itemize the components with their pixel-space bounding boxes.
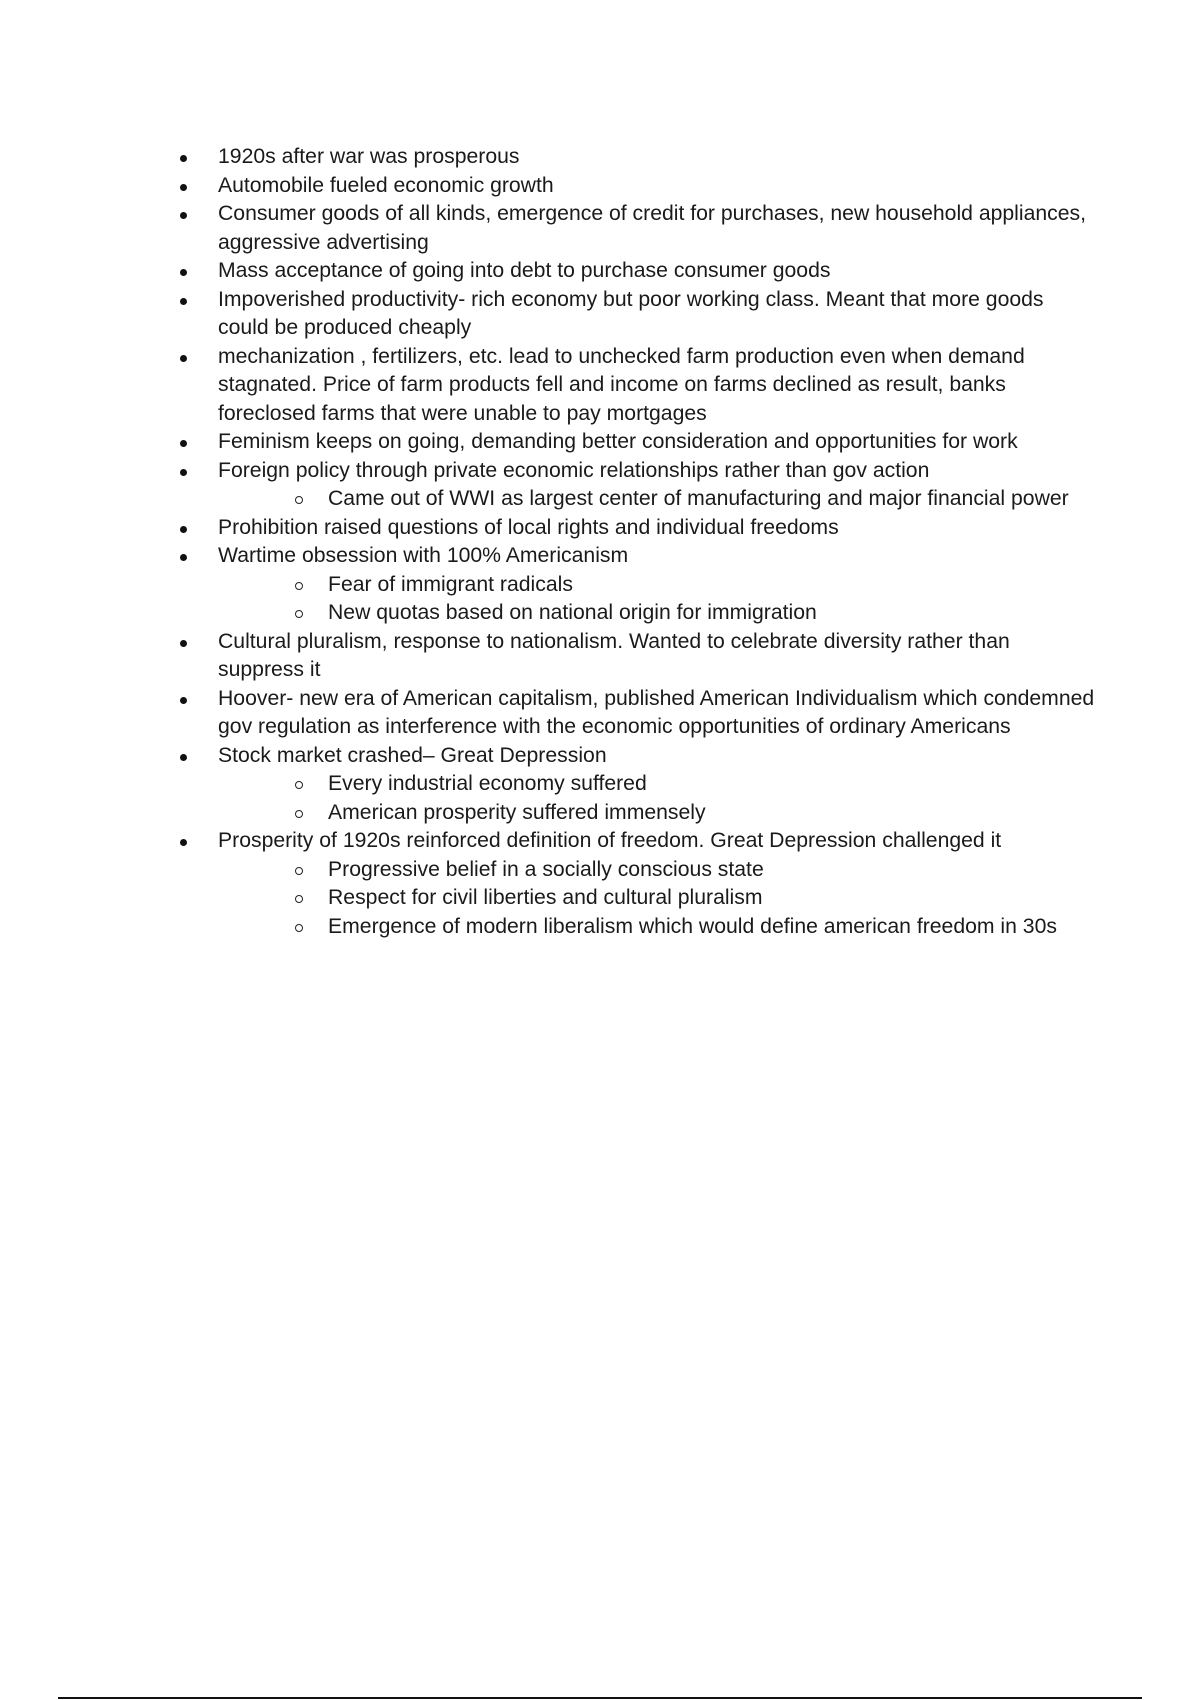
bullet-item	[180, 286, 1100, 343]
footer-rule	[58, 1697, 1142, 1699]
bullet-text: mechanization , fertilizers, etc. lead to unchecked farm production even when demand stagnated. Price of farm products fell and income on farms declined as result, banks foreclosed farms that were unable to pay mortgages	[218, 344, 1025, 425]
sub-bullet-text: Respect for civil liberties and cultural pluralism	[328, 886, 763, 909]
bullet-item	[180, 172, 1100, 201]
bullet-item	[180, 742, 1100, 828]
bullet-item	[180, 514, 1100, 543]
hollow-circle-bullet-icon	[295, 496, 303, 504]
bullet-item	[180, 628, 1100, 685]
sub-bullet-item	[218, 799, 1100, 828]
hollow-circle-bullet-icon	[295, 924, 303, 932]
bullet-dot-icon	[180, 355, 187, 362]
sub-bullet-text: Emergence of modern liberalism which would define american freedom in 30s	[328, 914, 1057, 938]
hollow-circle-bullet-icon	[295, 810, 303, 818]
hollow-circle-bullet-icon	[295, 895, 303, 903]
bullet-dot-icon	[180, 640, 187, 647]
hollow-circle-bullet-icon	[295, 582, 303, 590]
bullet-dot-icon	[180, 554, 187, 561]
bullet-dot-icon	[180, 212, 187, 219]
bullet-text: Prohibition raised questions of local rights and individual freedoms	[218, 515, 839, 539]
sub-bullet-text: Progressive belief in a socially conscious state	[328, 857, 764, 881]
bullet-item	[180, 143, 1100, 172]
sub-bullet-text: Every industrial economy suffered	[328, 772, 647, 795]
bullet-text: Consumer goods of all kinds, emergence of credit for purchases, new household appliances, aggressive advertising	[218, 202, 1087, 254]
bullet-dot-icon	[180, 839, 187, 846]
bullet-dot-icon	[180, 526, 187, 533]
sub-bullet-item	[218, 884, 1100, 913]
sub-bullet-list	[218, 571, 1100, 628]
bullet-dot-icon	[180, 697, 187, 704]
bullet-item	[180, 428, 1100, 457]
bullet-text: Mass acceptance of going into debt to purchase consumer goods	[218, 259, 831, 282]
bullet-text: 1920s after war was prosperous	[218, 145, 520, 168]
sub-bullet-text: Fear of immigrant radicals	[328, 572, 573, 596]
bullet-text: Prosperity of 1920s reinforced definition of freedom. Great Depression challenged it	[218, 829, 1002, 852]
bullet-dot-icon	[180, 269, 187, 276]
bullet-text: Foreign policy through private economic relationships rather than gov action	[218, 458, 930, 482]
sub-bullet-text: Came out of WWI as largest center of manufacturing and major financial power	[328, 487, 1069, 510]
sub-bullet-item	[218, 770, 1100, 799]
bullet-item	[180, 685, 1100, 742]
sub-bullet-item	[218, 485, 1100, 514]
bullet-text: Feminism keeps on going, demanding better consideration and opportunities for work	[218, 430, 1018, 453]
bullet-text: Automobile fueled economic growth	[218, 173, 554, 197]
bullet-dot-icon	[180, 440, 187, 447]
bullet-item	[180, 542, 1100, 628]
sub-bullet-text: American prosperity suffered immensely	[328, 800, 706, 824]
bullet-text: Impoverished productivity- rich economy but poor working class. Meant that more goods could be produced cheaply	[218, 287, 1044, 339]
bullet-dot-icon	[180, 754, 187, 761]
bullet-item	[180, 343, 1100, 429]
sub-bullet-item	[218, 571, 1100, 600]
bullet-text: Stock market crashed– Great Depression	[218, 743, 607, 767]
sub-bullet-item	[218, 856, 1100, 885]
hollow-circle-bullet-icon	[295, 781, 303, 789]
sub-bullet-list	[218, 770, 1100, 827]
sub-bullet-list	[218, 485, 1100, 514]
bullet-text: Hoover- new era of American capitalism, published American Individualism which condemned gov regulation as interference with the economic opportunities of ordinary Americans	[218, 686, 1095, 738]
bullet-item	[180, 827, 1100, 941]
bullet-dot-icon	[180, 298, 187, 305]
bullet-item	[180, 200, 1100, 257]
sub-bullet-item	[218, 913, 1100, 942]
bullet-dot-icon	[180, 155, 187, 162]
bullet-text: Cultural pluralism, response to nationalism. Wanted to celebrate diversity rather than suppress it	[218, 629, 1010, 681]
hollow-circle-bullet-icon	[295, 610, 303, 618]
sub-bullet-item	[218, 599, 1100, 628]
bullet-item	[180, 257, 1100, 286]
sub-bullet-text: New quotas based on national origin for immigration	[328, 601, 817, 624]
bullet-item	[180, 457, 1100, 514]
bullet-dot-icon	[180, 184, 187, 191]
hollow-circle-bullet-icon	[295, 867, 303, 875]
sub-bullet-list	[218, 856, 1100, 942]
notes-bullet-list	[180, 143, 1100, 941]
bullet-dot-icon	[180, 469, 187, 476]
bullet-text: Wartime obsession with 100% Americanism	[218, 544, 629, 567]
